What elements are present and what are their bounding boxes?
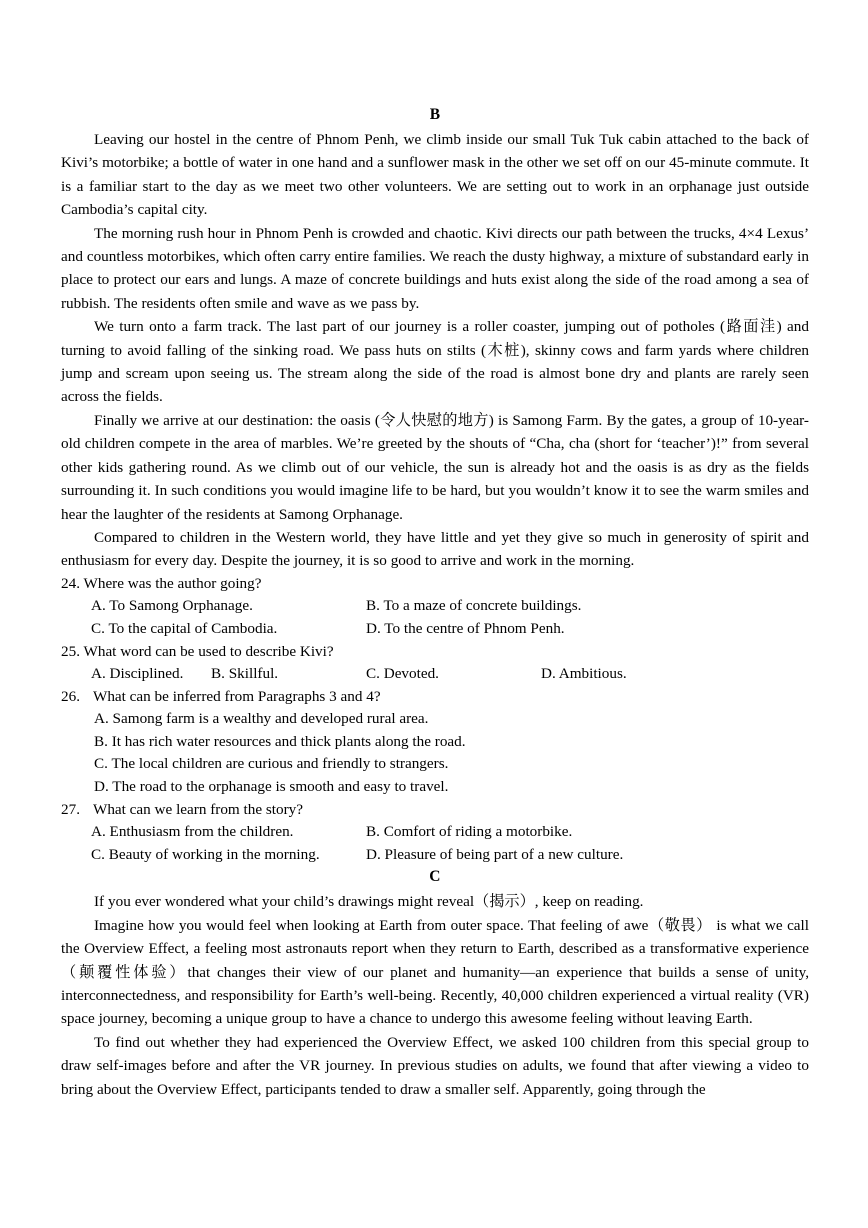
- question-25-option-c[interactable]: C. Devoted.: [366, 665, 439, 683]
- question-27-option-row-1: [61, 821, 809, 844]
- section-c-paragraph-3: To find out whether they had experienced the Overview Effect, we asked 100 children from this special group to draw self-images before and after the VR journey. In previous studies on adults, we found that after viewing a video to bring about the Overview Effect, participants tended to draw a smaller self. Apparently, going through the: [61, 1033, 809, 1098]
- question-25-option-d[interactable]: D. Ambitious.: [541, 665, 627, 683]
- question-24-option-c[interactable]: C. To the capital of Cambodia.: [91, 619, 278, 637]
- question-27: [61, 799, 809, 867]
- question-25-stem: [61, 641, 809, 664]
- question-26-number: 26.: [61, 687, 80, 705]
- section-c-paragraph-1: If you ever wondered what your child’s drawings might reveal（揭示）, keep on reading.: [94, 893, 644, 911]
- question-25-option-b[interactable]: B. Skillful.: [211, 665, 279, 683]
- question-27-option-d[interactable]: D. Pleasure of being part of a new culture.: [366, 845, 624, 863]
- question-26-option-c[interactable]: C. The local children are curious and friendly to strangers.: [94, 755, 449, 773]
- question-24: [61, 573, 809, 641]
- question-26: [61, 686, 809, 799]
- section-b-paragraph-1: Leaving our hostel in the centre of Phnom Penh, we climb inside our small Tuk Tuk cabin attached to the back of Kivi’s motorbike; a bottle of water in one hand and a sunflower mask in the other we set off on our 45-minute commute. It is a familiar start to the day as we meet two other volunteers. We are setting out to work in an orphanage just outside Cambodia’s capital city.: [61, 131, 809, 219]
- question-25-option-a[interactable]: A. Disciplined.: [91, 665, 184, 683]
- question-24-option-a[interactable]: A. To Samong Orphanage.: [91, 597, 253, 615]
- section-b-paragraph-3: We turn onto a farm track. The last part of our journey is a roller coaster, jumping out of potholes (路面洼) and turning to avoid falling of the sinking road. We pass huts on stilts (木桩), skinny cows and farm yards where children jump and scream upon seeing us. The stream along the side of the road is almost bone dry and plants are rarely seen across the fields.: [61, 318, 809, 406]
- question-27-stem: [61, 799, 809, 822]
- question-24-option-d[interactable]: D. To the centre of Phnom Penh.: [366, 619, 565, 637]
- question-27-option-a[interactable]: A. Enthusiasm from the children.: [91, 823, 294, 841]
- question-25-text: What word can be used to describe Kivi?: [83, 642, 334, 660]
- question-24-option-row-1: [61, 595, 809, 618]
- question-24-option-row-2: [61, 618, 809, 641]
- question-24-option-b[interactable]: B. To a maze of concrete buildings.: [366, 597, 582, 615]
- section-b: [61, 104, 809, 573]
- question-25-number: 25.: [61, 642, 80, 660]
- section-b-paragraph-5: Compared to children in the Western world, they have little and yet they give so much in generosity of spirit and enthusiasm for every day. Despite the journey, it is so good to arrive and work in the morning.: [61, 528, 809, 570]
- question-27-number: 27.: [61, 800, 80, 818]
- question-26-stem: [61, 686, 809, 709]
- section-b-heading: B: [429, 106, 441, 123]
- question-26-option-a[interactable]: A. Samong farm is a wealthy and developed rural area.: [94, 710, 429, 728]
- question-27-option-row-2: [61, 844, 809, 867]
- question-27-option-b[interactable]: B. Comfort of riding a motorbike.: [366, 823, 573, 841]
- question-24-stem: [61, 573, 809, 596]
- section-c-paragraph-2: Imagine how you would feel when looking at Earth from outer space. That feeling of awe（敬畏） is what we call the Overview Effect, a feeling most astronauts report when they return to Earth, described as a transformative experience（颠覆性体验）that changes their view of our planet and humanity—an experience that builds a sense of unity, interconnectedness, and responsibility for Earth’s well-being. Recently, 40,000 children experienced a virtual reality (VR) space journey, becoming a unique group to have a chance to undergo this awesome feeling without leaving Earth.: [61, 916, 809, 1028]
- question-25: [61, 641, 809, 686]
- section-c: [61, 866, 809, 1101]
- question-26-text: What can be inferred from Paragraphs 3 and 4?: [93, 687, 381, 705]
- section-b-paragraph-2: The morning rush hour in Phnom Penh is crowded and chaotic. Kivi directs our path between the trucks, 4×4 Lexus’ and countless motorbikes, which often carry entire families. We reach the dusty highway, a mixture of substandard early in place to protect our ears and lungs. A maze of concrete buildings and huts exist along the side of the road among a sea of rubbish. The residents often smile and wave as we pass by.: [61, 224, 809, 312]
- question-26-option-b[interactable]: B. It has rich water resources and thick plants along the road.: [94, 732, 466, 750]
- question-25-option-row-1: [61, 663, 809, 686]
- section-b-paragraph-4: Finally we arrive at our destination: the oasis (令人快慰的地方) is Samong Farm. By the gates, a group of 10-year-old children compete in the area of marbles. We’re greeted by the shouts of “Cha, cha (short for ‘teacher’)!” from several other kids gathering round. As we climb out of our vehicle, the sun is already hot and the oasis is as dry as the fields surrounding it. In such conditions you would imagine life to be hard, but you wouldn’t know it to see the warm smiles and hear the laughter of the residents at Samong Orphanage.: [61, 411, 809, 523]
- page-content: [61, 104, 809, 1101]
- question-27-text: What can we learn from the story?: [93, 800, 303, 818]
- question-24-text: Where was the author going?: [83, 574, 262, 592]
- question-24-number: 24.: [61, 574, 80, 592]
- question-26-option-d[interactable]: D. The road to the orphanage is smooth and easy to travel.: [94, 778, 449, 796]
- section-c-heading: C: [429, 868, 441, 886]
- question-27-option-c[interactable]: C. Beauty of working in the morning.: [91, 845, 320, 863]
